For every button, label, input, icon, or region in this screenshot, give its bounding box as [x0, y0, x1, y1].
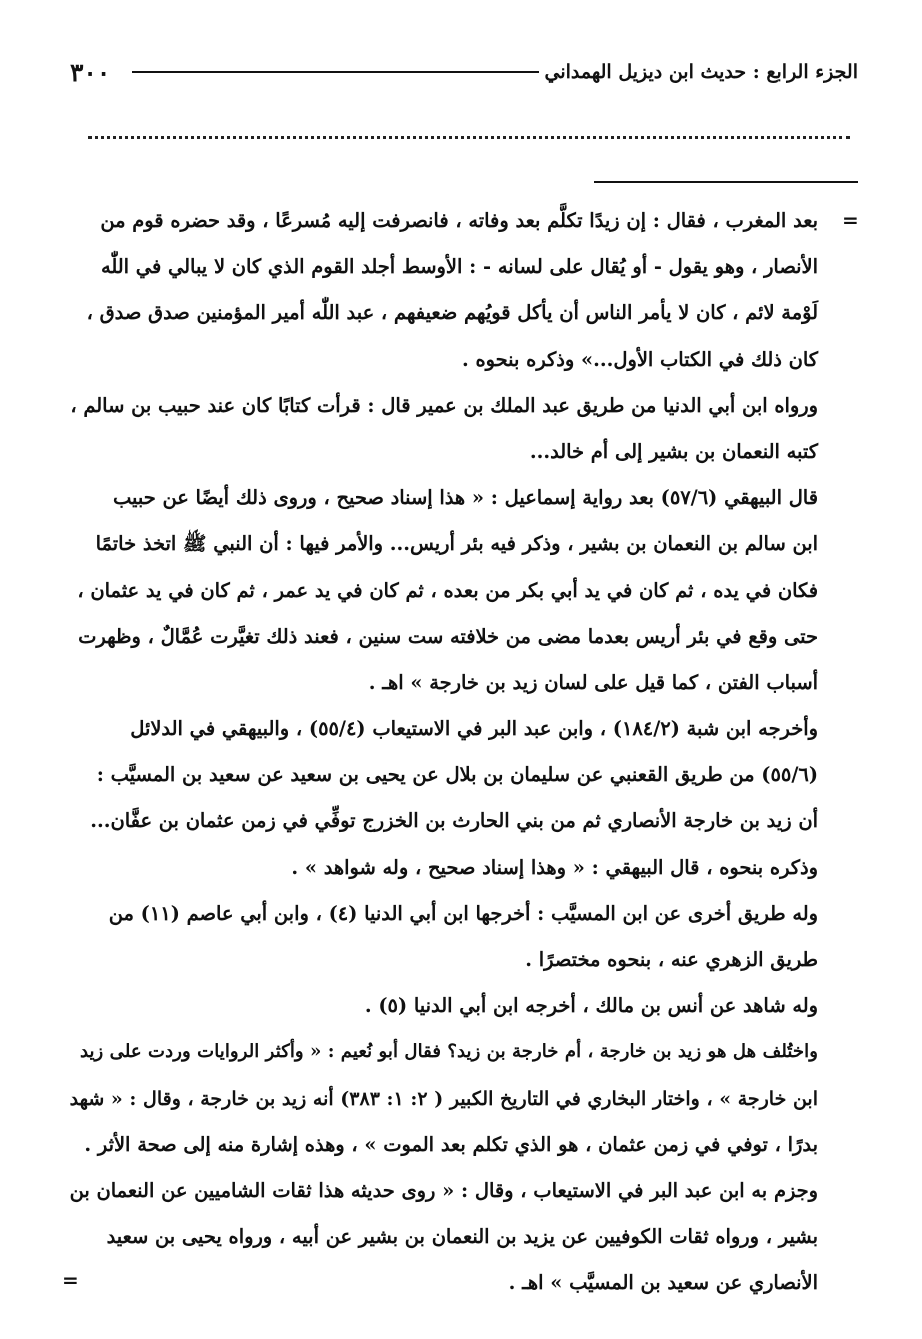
- text-line: وله طريق أخرى عن ابن المسيَّب : أخرجها ابن أبي الدنيا (٤) ، وابن أبي عاصم (١١) من: [108, 901, 818, 925]
- text-line: وذكره بنحوه ، قال البيهقي : « وهذا إسناد صحيح ، وله شواهد » .: [291, 855, 818, 879]
- text-line: واختُلف هل هو زيد بن خارجة ، أم خارجة بن زيد؟ فقال أبو نُعيم : « وأكثر الروايات وردت على زيد: [79, 1041, 818, 1063]
- text-line: وله شاهد عن أنس بن مالك ، أخرجه ابن أبي الدنيا (٥) .: [364, 994, 818, 1018]
- text-line: أسباب الفتن ، كما قيل على لسان زيد بن خارجة » اهـ .: [368, 670, 818, 694]
- text-line: كتبه النعمان بن بشير إلى أم خالد...: [529, 439, 818, 463]
- text-line: بعد المغرب ، فقال : إن زيدًا تكلَّم بعد وفاته ، فانصرفت إليه مُسرعًا ، وقد حضره قوم من: [100, 209, 818, 232]
- text-line: أن زيد بن خارجة الأنصاري ثم من بني الحارث بن الخزرج توفِّي في زمن عثمان بن عفَّان...: [90, 809, 818, 833]
- running-header: [70, 52, 858, 92]
- text-line: كان ذلك في الكتاب الأول...» وذكره بنحوه .: [461, 347, 818, 371]
- continuation-mark: =: [842, 208, 859, 232]
- page-number: ٣٠٠: [70, 57, 111, 87]
- text-line: ورواه ابن أبي الدنيا من طريق عبد الملك بن عمير قال : قرأت كتابًا كان عند حبيب بن سالم ،: [70, 393, 818, 417]
- text-line: ابن سالم بن النعمان بن بشير ، وذكر فيه بئر أريس... والأمر فيها : أن النبي ﷺ اتخذ خاتمًا: [95, 532, 818, 556]
- text-line: قال البيهقي (٥٧/٦) بعد رواية إسماعيل : « هذا إسناد صحيح ، وروى ذلك أيضًا عن حبيب: [113, 486, 818, 510]
- text-line: حتى وقع في بئر أريس بعدما مضى من خلافته ست سنين ، فعند ذلك تغيَّرت عُمَّالٌ ، وظهرت: [78, 624, 818, 648]
- footnote-text: [68, 198, 818, 1307]
- text-line: لَوْمة لائم ، كان لا يأمر الناس أن يأكل قويُهم ضعيفهم ، عبد اللّٰه أمير المؤمنين صدق صدق ،: [86, 301, 818, 325]
- text-line: (٥٥/٦) من طريق القعنبي عن سليمان بن بلال عن يحيى بن سعيد عن سعيد بن المسيَّب :: [96, 763, 818, 787]
- end-mark: =: [62, 1268, 79, 1292]
- header-rule: [132, 71, 539, 73]
- text-line: ابن خارجة » ، واختار البخاري في التاريخ الكبير ( ٢: ١: ٣٨٣) أنه زيد بن خارجة ، وقال : « شهد: [69, 1087, 818, 1110]
- text-line: الأنصار ، وهو يقول - أو يُقال على لسانه - : الأوسط أجلد القوم الذي كان لا يبالي في اللّٰه: [100, 255, 818, 279]
- text-line: بدرًا ، توفي في زمن عثمان ، هو الذي تكلم بعد الموت » ، وهذه إشارة منه إلى صحة الأثر .: [84, 1132, 818, 1156]
- text-line: طريق الزهري عنه ، بنحوه مختصرًا .: [525, 948, 818, 971]
- dotted-separator: [88, 136, 850, 139]
- running-title: الجزء الرابع : حديث ابن ديزيل الهمداني: [544, 61, 858, 83]
- text-line: وأخرجه ابن شبة (١٨٤/٢) ، وابن عبد البر في الاستيعاب (٥٥/٤) ، والبيهقي في الدلائل: [130, 717, 818, 741]
- footnote-rule: [594, 181, 858, 183]
- text-line: وجزم به ابن عبد البر في الاستيعاب ، وقال : « روى حديثه هذا ثقات الشاميين عن النعمان بن: [69, 1178, 818, 1202]
- text-line: بشير ، ورواه ثقات الكوفيين عن يزيد بن النعمان بن بشير عن أبيه ، ورواه يحيى بن سعيد: [106, 1225, 818, 1249]
- text-line: فكان في يده ، ثم كان في يد أبي بكر من بعده ، ثم كان في يد عمر ، ثم كان في يد عثمان ،: [77, 578, 818, 602]
- text-line: الأنصاري عن سعيد بن المسيَّب » اهـ .: [508, 1271, 818, 1295]
